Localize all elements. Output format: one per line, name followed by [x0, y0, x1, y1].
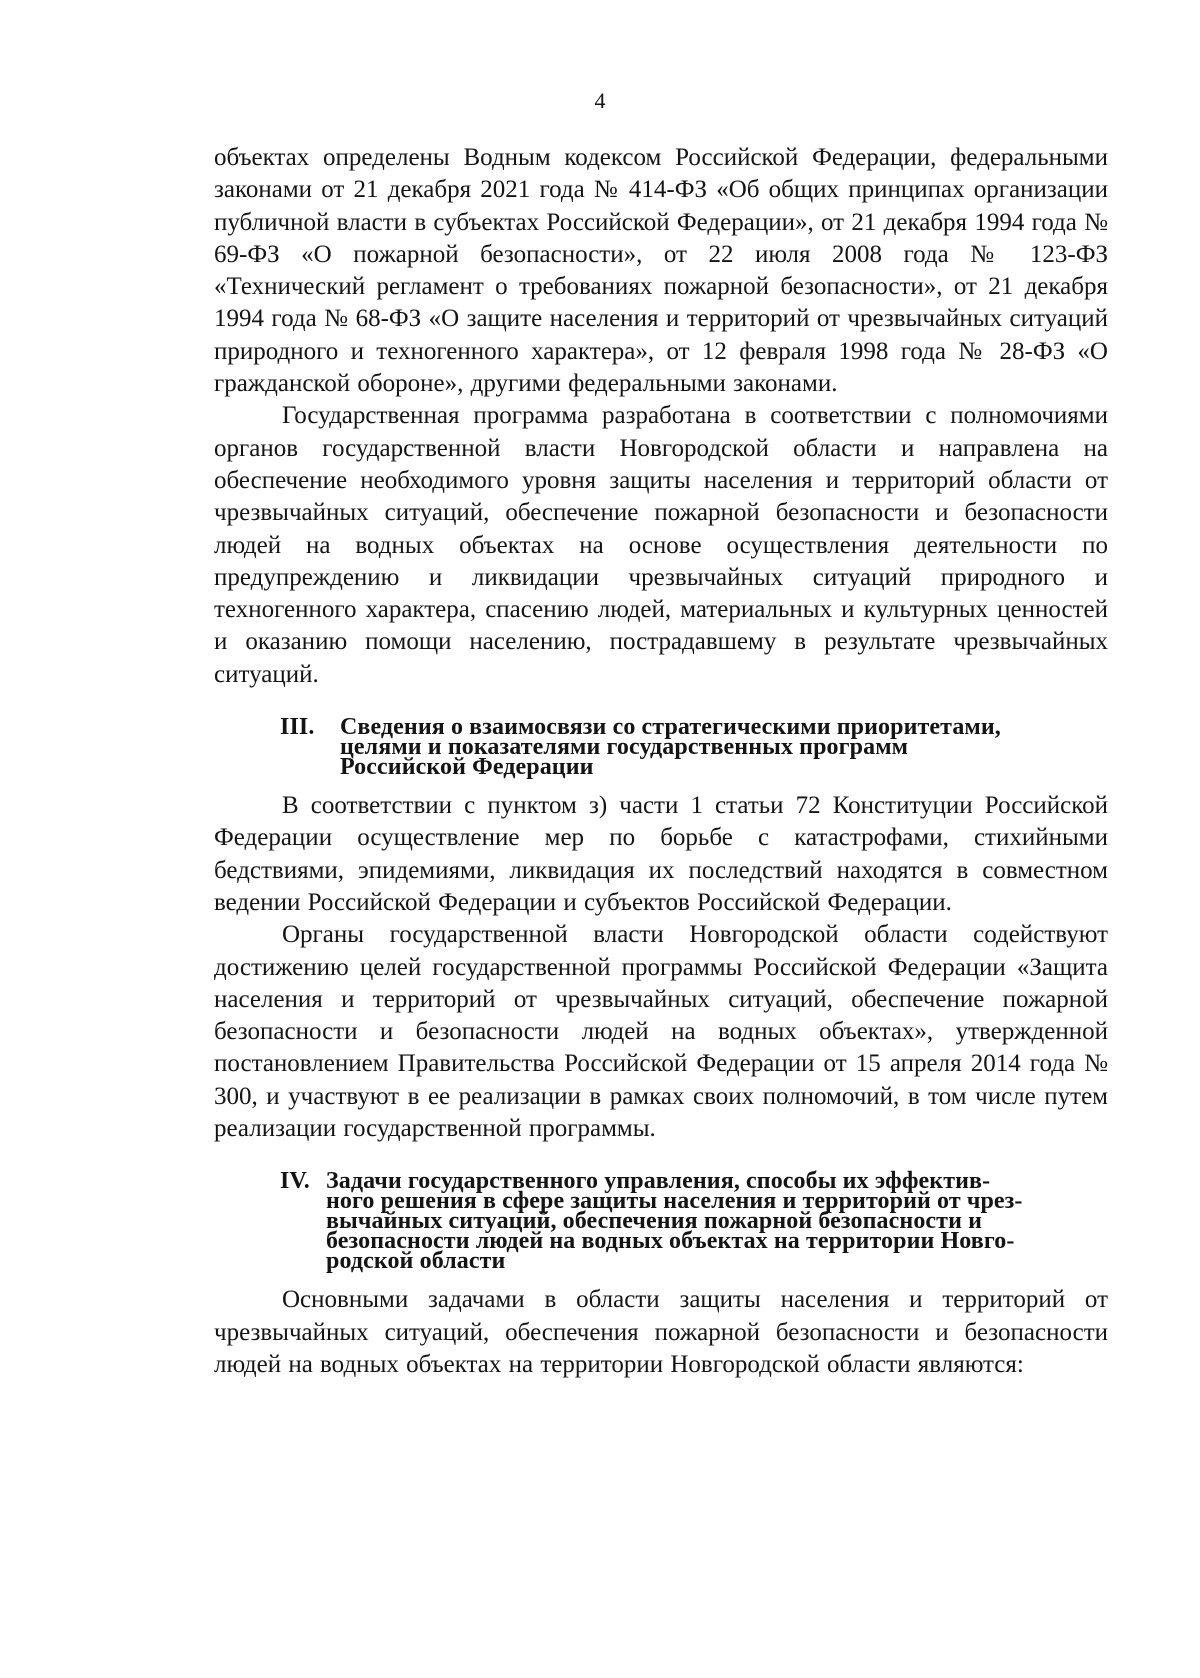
section-heading-4-line-4: безопасности людей на водных объектах на территории Новго- [326, 1228, 1015, 1255]
section-heading-3-line-2: целями и показателями государственных программ [340, 734, 909, 761]
section-heading-4-line-2: ного решения в сфере защиты населения и территорий от чрез- [326, 1188, 1023, 1215]
section-heading-4-line-5: родской области [326, 1248, 506, 1275]
paragraph-continuation: объектах определены Водным кодексом Российской Федерации, федеральными законами от 21 декабря 2021 года № 414-ФЗ «Об общих принципах организации публичной власти в субъектах Российской Федерации», от 21 декабря 1994 года № 69-ФЗ «О пожарной безопасности», от 22 июля 2008 года № 123-ФЗ «Технический регламент о требованиях пожарной безопасности», от 21 декабря 1994 года № 68-ФЗ «О защите населения и территорий от чрезвычайных ситуаций природного и техногенного характера», от 12 февраля 1998 года № 28-ФЗ «О гражданской обороне», другими федеральными законами. [214, 144, 1108, 398]
section-heading-4-line-3: вычайных ситуаций, обеспечения пожарной безопасности и [326, 1208, 983, 1235]
section-heading-3 [280, 714, 1108, 781]
paragraph-main-tasks: Основными задачами в области защиты населения и территорий от чрезвычайных ситуаций, обеспечения пожарной безопасности и безопасности людей на водных объектах на территории Новгородской области являются: [214, 1286, 1108, 1378]
section-heading-4 [280, 1168, 1108, 1275]
paragraph-program-purpose: Государственная программа разработана в соответствии с полномочиями органов государственной власти Новгородской области и направлена на обеспечение необходимого уровня защиты населения и территорий области от чрезвычайных ситуаций, обеспечение пожарной безопасности и безопасности людей на водных объектах на основе осуществления деятельности по предупреждению и ликвидации чрезвычайных ситуаций природного и техногенного характера, спасению людей, материальных и культурных ценностей и оказанию помощи населению, пострадавшему в результате чрезвычайных ситуаций. [214, 402, 1108, 688]
paragraph-authorities: Органы государственной власти Новгородской области содействуют достижению целей государственной программы Российской Федерации «Защита населения и территорий от чрезвычайных ситуаций, обеспечение пожарной безопасности и безопасности людей на водных объектах», утвержденной постановлением Правительства Российской Федерации от 15 апреля 2014 года № 300, и участвуют в ее реализации в рамках своих полномочий, в том числе путем реализации государственной программы. [214, 921, 1108, 1143]
section-number-3: III. [280, 714, 315, 741]
page-number: 4 [594, 88, 606, 113]
paragraph-constitution: В соответствии с пунктом з) части 1 статьи 72 Конституции Российской Федерации осуществление мер по борьбе с катастрофами, стихийными бедствиями, эпидемиями, ликвидация их последствий находятся в совместном ведении Российской Федерации и субъектов Российской Федерации. [214, 792, 1108, 916]
document-body [214, 142, 1108, 1381]
section-number-4: IV. [280, 1168, 310, 1195]
section-heading-4-line-1: Задачи государственного управления, способы их эффектив- [326, 1168, 991, 1195]
section-heading-3-line-1: Сведения о взаимосвязи со стратегическими приоритетами, [340, 714, 1001, 741]
section-heading-3-line-3: Российской Федерации [340, 754, 594, 781]
